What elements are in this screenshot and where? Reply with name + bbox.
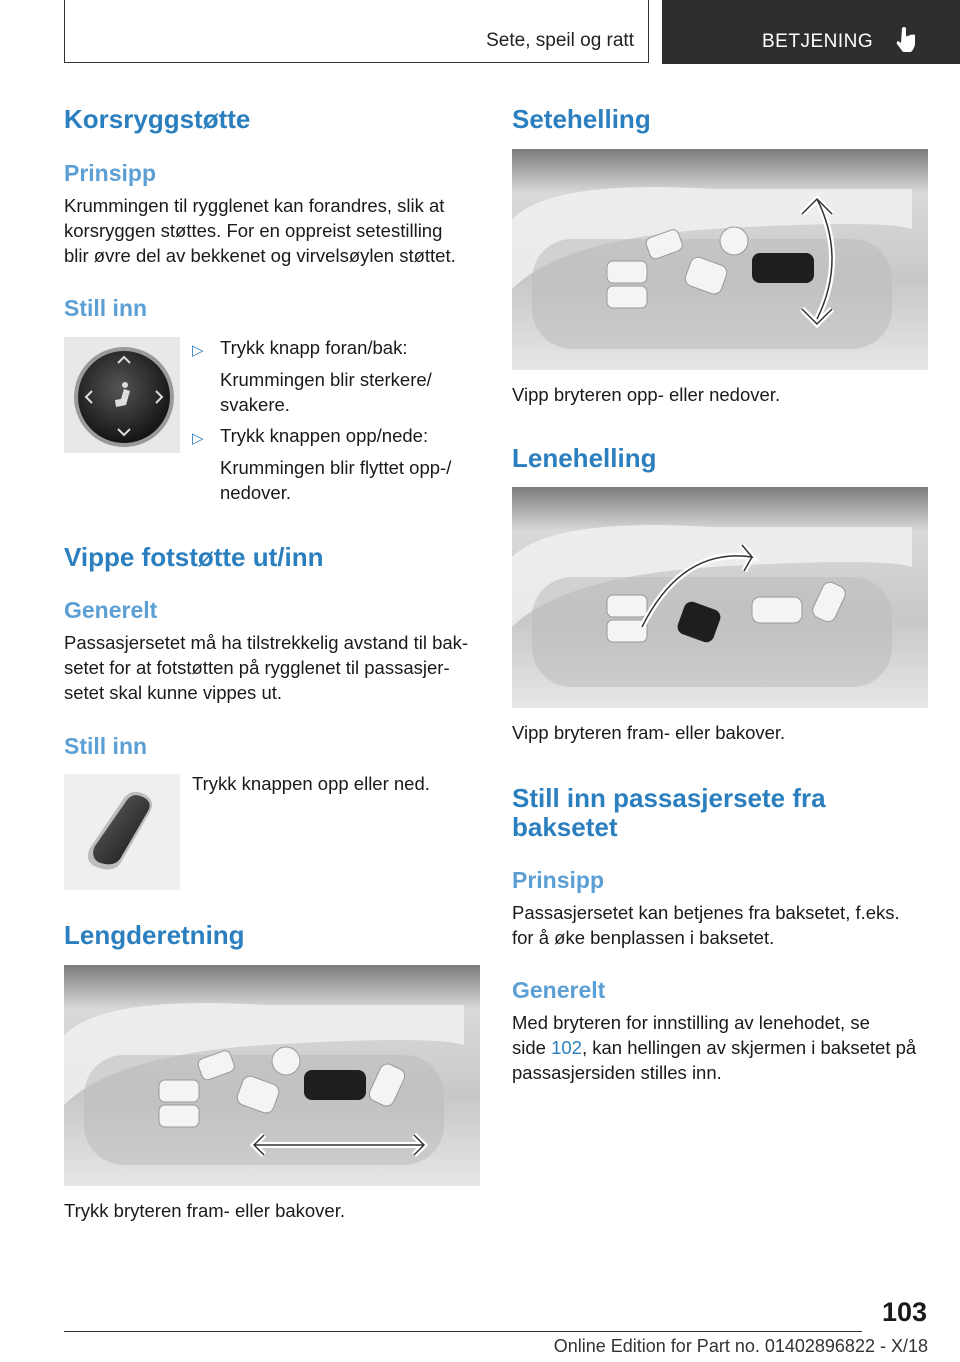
- lumbar-principle-heading: Prinsipp: [64, 160, 157, 186]
- rear-general-line-2-prefix: side: [512, 1037, 552, 1058]
- tilt-title: Setehelling: [512, 104, 651, 134]
- rear-general-line-2-suffix: , kan hellingen av skjermen i baksetet på: [581, 1037, 917, 1058]
- page-number: 103: [881, 1297, 927, 1327]
- tilt-caption: Vipp bryteren opp- eller nedover.: [512, 384, 781, 405]
- longitudinal-seat-switch-image: [64, 965, 480, 1186]
- backrest-title: Lenehelling: [512, 443, 657, 473]
- header-chapter-title: BETJENING: [762, 31, 874, 52]
- rear-general-line-2: [512, 1036, 916, 1061]
- footrest-adjust-text: Trykk knappen opp eller ned.: [192, 773, 430, 794]
- lumbar-principle-line-1: Krummingen til rygglenet kan forandres, slik at: [64, 195, 445, 216]
- footrest-text-line-2: setet for at fotstøtten på rygglenet til passasjer-: [64, 657, 450, 678]
- lumbar-bullet-1-title: Trykk knapp foran/bak:: [220, 337, 408, 358]
- lumbar-principle-line-2: korsryggen støttes. For en oppreist setestilling: [64, 220, 443, 241]
- footer-divider: [64, 1331, 862, 1332]
- rear-general-heading: Generelt: [512, 977, 606, 1003]
- page-reference-link[interactable]: 102: [551, 1037, 582, 1058]
- header-chapter-box: [662, 0, 960, 64]
- header-section-title: Sete, speil og ratt: [486, 30, 634, 51]
- backrest-caption: Vipp bryteren fram- eller bakover.: [512, 722, 786, 743]
- lumbar-principle-line-3: blir øvre del av bekkenet og virvelsøylen støttet.: [64, 245, 456, 266]
- lumbar-bullet-1-line-1: Krummingen blir sterkere/: [220, 369, 432, 390]
- rear-principle-line-1: Passasjersetet kan betjenes fra baksetet, f.eks.: [512, 902, 900, 923]
- footer-edition: Online Edition for Part no. 01402896822 - X/18: [553, 1336, 928, 1356]
- pointing-hand-icon: [895, 26, 917, 54]
- footrest-title: Vippe fotstøtte ut/inn: [64, 542, 324, 572]
- lumbar-switch-image: [64, 337, 180, 453]
- lumbar-bullet-2-line-2: nedover.: [220, 482, 291, 503]
- lumbar-bullet-2-title: Trykk knappen opp/nede:: [220, 425, 429, 446]
- footrest-text-line-3: setet skal kunne vippes ut.: [64, 682, 283, 703]
- rear-principle-heading: Prinsipp: [512, 867, 605, 893]
- rear-control-title-line-1: Still inn passasjersete fra: [512, 783, 826, 813]
- lumbar-bullet-1-line-2: svakere.: [220, 394, 290, 415]
- bullet-triangle-icon: ▷: [192, 342, 204, 359]
- lumbar-adjust-heading: Still inn: [64, 295, 148, 321]
- longitudinal-title: Lengderetning: [64, 920, 245, 950]
- lumbar-title: Korsryggstøtte: [64, 104, 251, 134]
- rear-principle-line-2: for å øke benplassen i baksetet.: [512, 927, 775, 948]
- footrest-switch-image: [64, 774, 180, 890]
- longitudinal-caption: Trykk bryteren fram- eller bakover.: [64, 1200, 346, 1221]
- footrest-adjust-heading: Still inn: [64, 733, 148, 759]
- footrest-text-line-1: Passasjersetet må ha tilstrekkelig avstand til bak-: [64, 632, 469, 653]
- lumbar-bullet-2-line-1: Krummingen blir flyttet opp-/: [220, 457, 452, 478]
- footrest-general-heading: Generelt: [64, 597, 158, 623]
- tilt-seat-switch-image: [512, 149, 928, 370]
- backrest-seat-switch-image: [512, 487, 928, 708]
- bullet-triangle-icon: ▷: [192, 430, 204, 447]
- rear-control-title-line-2: baksetet: [512, 812, 618, 842]
- rear-general-line-1: Med bryteren for innstilling av lenehodet, se: [512, 1012, 870, 1033]
- rear-general-line-3: passasjersiden stilles inn.: [512, 1062, 722, 1083]
- header-section-box: [64, 0, 649, 63]
